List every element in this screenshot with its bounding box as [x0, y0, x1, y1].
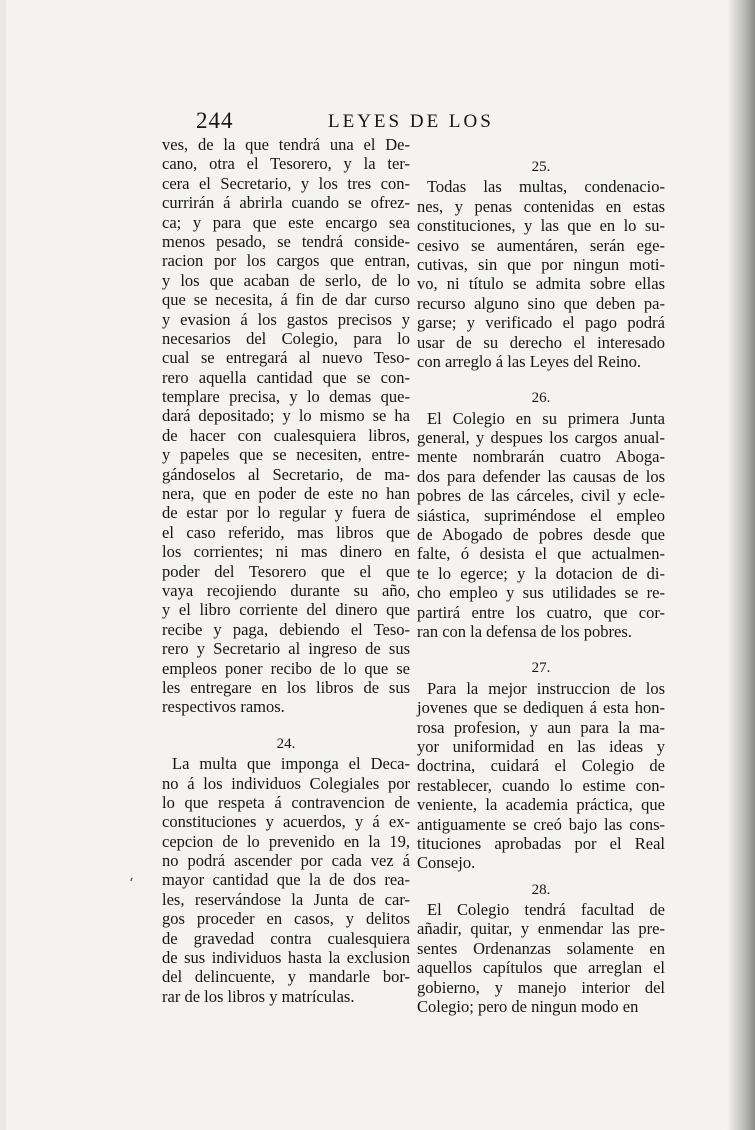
- text-line: cesivo se aumentáren, serán ege-: [417, 235, 665, 255]
- text-line: ran con la defensa de los pobres.: [417, 621, 632, 641]
- section-number-27: 27.: [531, 660, 551, 677]
- text-line: antiguamente se creó bajo las cons-: [417, 814, 665, 834]
- text-line: falte, ó desista el que actualmen-: [417, 544, 665, 564]
- text-line: poder del Tesorero que el que: [162, 561, 410, 581]
- text-line: ca; y para que este encargo sea: [162, 212, 410, 232]
- article-25-text: [417, 177, 665, 371]
- binding-shadow: [727, 0, 755, 1130]
- page-header: [196, 108, 506, 138]
- text-line: usar de su derecho el interesado: [417, 332, 665, 352]
- text-line: les entregare en los libros de sus: [162, 677, 410, 697]
- text-line: El Colegio tendrá facultad de: [427, 900, 665, 920]
- text-line: doctrina, cuidará el Colegio de: [417, 756, 665, 776]
- text-line: rero aquella cantidad que se con-: [162, 367, 410, 387]
- text-line: nera, que en poder de este no han: [162, 484, 410, 504]
- article-26-text: [417, 409, 665, 642]
- text-line: necesarios del Colegio, para lo: [162, 328, 410, 348]
- text-line: gos proceder en casos, y delitos: [162, 909, 410, 929]
- left-column: [162, 135, 410, 1006]
- text-line: no podrá ascender por cada vez á: [162, 851, 410, 871]
- text-line: no á los individuos Colegiales por: [162, 773, 410, 793]
- text-line: ves, de la que tendrá una el De-: [162, 135, 410, 154]
- text-line: Todas las multas, condenacio-: [427, 177, 665, 197]
- text-line: y los que acaban de serlo, de lo: [162, 270, 410, 290]
- text-line: cano, otra el Tesorero, y la ter-: [162, 154, 410, 174]
- section-number-24: 24.: [276, 735, 296, 752]
- text-line: lo que respeta á contravencion de: [162, 792, 410, 812]
- page-left-edge: [0, 0, 6, 1130]
- text-line: el caso referido, mas libros que: [162, 522, 410, 542]
- text-line: aquellos capítulos que arreglan el: [417, 958, 665, 978]
- text-line: jovenes que se dediquen á esta hon-: [417, 698, 665, 718]
- text-line: recibe y paga, debiendo el Teso-: [162, 619, 410, 639]
- running-head: LEYES DE LOS: [328, 111, 494, 132]
- article-28-text: [417, 900, 665, 1016]
- text-line: de sus individuos hasta la exclusion: [162, 948, 410, 968]
- section-number-28: 28.: [531, 881, 551, 898]
- text-line: yor uniformidad en las ideas y: [417, 736, 665, 756]
- text-line: de estar por lo regular y fuera de: [162, 503, 410, 523]
- text-line: cutivas, sin que por ningun moti-: [417, 254, 665, 274]
- text-line: dará depositado; y lo mismo se ha: [162, 406, 410, 426]
- text-line: menos pesado, se tendrá conside-: [162, 231, 410, 251]
- text-line: y el libro corriente del dinero que: [162, 600, 410, 620]
- text-line: mayor cantidad que la de dos rea-: [162, 870, 410, 890]
- text-line: dos para defender las causas de los: [417, 466, 665, 486]
- text-line: de gravedad contra cualesquiera: [162, 928, 410, 948]
- text-line: La multa que imponga el Deca-: [172, 754, 410, 774]
- text-line: veniente, la academia práctica, que: [417, 795, 665, 815]
- text-line: cual se entregará al nuevo Teso-: [162, 348, 410, 368]
- text-line: nes, y penas contenidas en estas: [417, 196, 665, 216]
- text-line: te lo egerce; y la dotacion de di-: [417, 563, 665, 583]
- text-line: rero y Secretario al ingreso de sus: [162, 639, 410, 659]
- article-23-continuation: [162, 135, 410, 717]
- text-line: rosa profesion, y aun para la ma-: [417, 717, 665, 737]
- text-line: cera el Secretario, y los tres con-: [162, 173, 410, 193]
- article-24-text: [162, 754, 410, 1006]
- text-line: tituciones aprobadas por el Real: [417, 833, 665, 853]
- text-line: de Abogado de pobres desde que: [417, 525, 665, 545]
- text-line: respectivos ramos.: [162, 697, 285, 717]
- text-line: y papeles que se necesiten, entre-: [162, 445, 410, 465]
- text-line: con arreglo á las Leyes del Reino.: [417, 351, 642, 371]
- text-line: siástica, supriméndose el empleo: [417, 505, 665, 525]
- text-line: sentes Ordenanzas solamente en: [417, 938, 665, 958]
- text-line: les, reservándose la Junta de car-: [162, 889, 410, 909]
- text-line: constituciones y acuerdos, y á ex-: [162, 812, 410, 832]
- text-line: general, y despues los cargos anual-: [417, 428, 665, 448]
- text-line: rar de los libros y matrículas.: [162, 986, 355, 1006]
- text-line: templare precisa, y lo demas que-: [162, 387, 410, 407]
- text-line: El Colegio en su primera Junta: [427, 408, 665, 428]
- text-line: añadir, quitar, y enmendar las pre-: [417, 919, 665, 939]
- text-line: currirán á abrirla cuando se ofrez-: [162, 193, 410, 213]
- text-line: recurso alguno sino que deben pa-: [417, 293, 665, 313]
- text-line: cho empleo y sus utilidades se re-: [417, 583, 665, 603]
- article-27-text: [417, 679, 665, 873]
- section-number-25: 25.: [531, 159, 551, 175]
- page-number: 244: [196, 108, 234, 133]
- text-line: partirá entre los cuatro, que cor-: [417, 602, 665, 622]
- text-line: de hacer con cualesquiera libros,: [162, 425, 410, 445]
- text-line: cepcion de lo prevenido en la 19,: [162, 831, 410, 851]
- text-line: y evasion á los gastos precisos y: [162, 309, 410, 329]
- text-line: garse; y verificado el pago podrá: [417, 313, 665, 333]
- text-line: los corrientes; ni mas dinero en: [162, 542, 410, 562]
- text-line: gándoselos al Secretario, de ma-: [162, 464, 410, 484]
- text-line: mente nombrarán cuatro Aboga-: [417, 447, 665, 467]
- text-line: Colegio; pero de ningun modo en: [417, 997, 639, 1017]
- text-line: que se necesita, á fin de dar curso: [162, 290, 410, 310]
- text-line: Consejo.: [417, 853, 476, 873]
- margin-mark: ‘: [129, 876, 134, 892]
- text-line: racion por los cargos que entran,: [162, 251, 410, 271]
- text-line: vo, ni título se admita sobre ellas: [417, 274, 665, 294]
- text-line: gobierno, y manejo interior del: [417, 977, 665, 997]
- text-line: del delincuente, y mandarle bor-: [162, 967, 410, 987]
- text-line: vaya recojiendo durante su año,: [162, 580, 410, 600]
- right-column: [417, 158, 665, 1016]
- text-line: Para la mejor instruccion de los: [427, 678, 665, 698]
- text-line: pobres de las cárceles, civil y ecle-: [417, 486, 665, 506]
- text-line: empleos poner recibo de lo que se: [162, 658, 410, 678]
- section-number-26: 26.: [531, 390, 551, 407]
- text-line: restablecer, cuando lo estime con-: [417, 775, 665, 795]
- text-line: constituciones, y las que en lo su-: [417, 216, 665, 236]
